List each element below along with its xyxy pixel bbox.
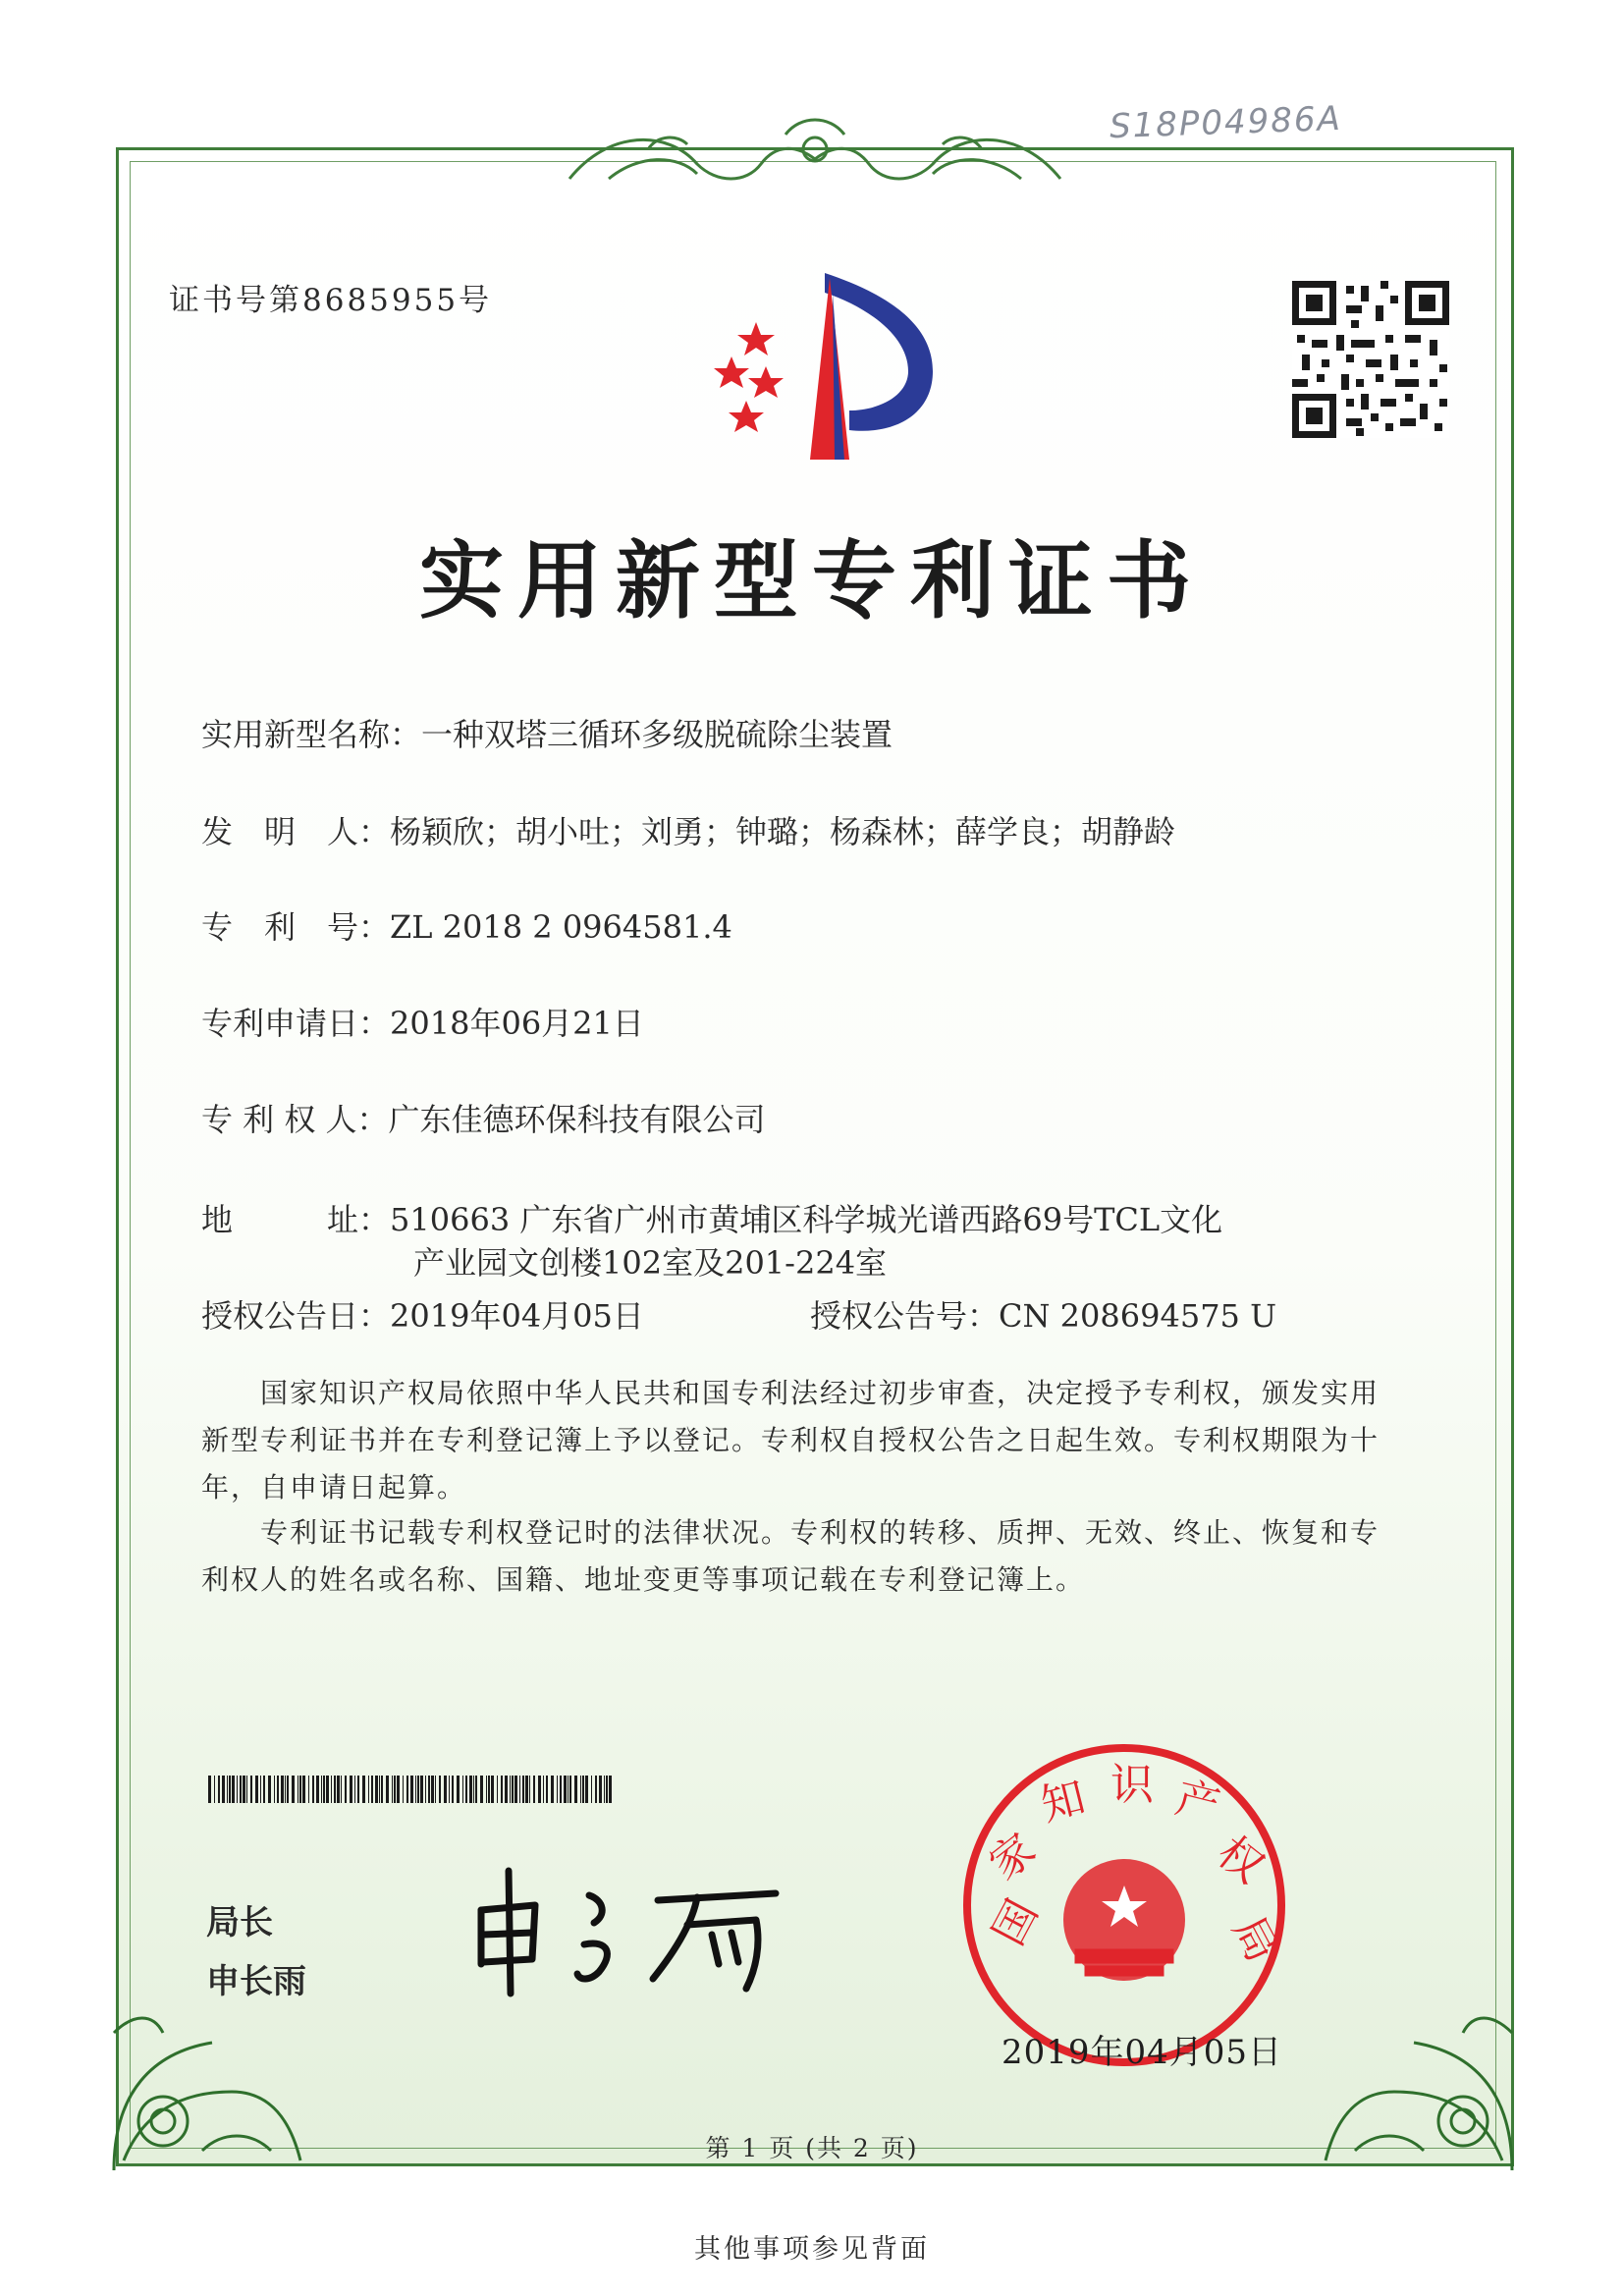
field-value: CN 208694575 U bbox=[999, 1297, 1277, 1335]
field-utility-model-name bbox=[201, 713, 893, 756]
field-label: 专 利 权 人： bbox=[201, 1101, 389, 1138]
director-title: 局长 bbox=[206, 1903, 273, 1942]
field-inventors bbox=[201, 810, 1175, 853]
field-value: 广东佳德环保科技有限公司 bbox=[388, 1101, 766, 1138]
certificate-number: 证书号第8685955号 bbox=[169, 283, 493, 318]
director-signature bbox=[461, 1856, 815, 2003]
field-label: 授权公告号： bbox=[810, 1297, 1000, 1335]
official-seal bbox=[957, 1738, 1291, 2072]
seal-text-4: 识 bbox=[1110, 1760, 1154, 1810]
paragraph-line: 利权人的姓名或名称、国籍、地址变更等事项记载在专利登记簿上。 bbox=[201, 1563, 1086, 1596]
field-label: 专利申请日： bbox=[201, 1005, 391, 1042]
field-value: ZL 2018 2 0964581.4 bbox=[390, 908, 732, 946]
field-patentee bbox=[201, 1098, 766, 1141]
field-label: 发 明 人： bbox=[201, 813, 391, 850]
statement-paragraph-2 bbox=[201, 1509, 1419, 1604]
director-name: 申长雨 bbox=[206, 1962, 306, 2001]
field-value: 2019年04月05日 bbox=[390, 1297, 644, 1335]
field-value: 一种双塔三循环多级脱硫除尘装置 bbox=[421, 716, 893, 753]
field-patent-number bbox=[201, 905, 732, 949]
field-label: 授权公告日： bbox=[201, 1297, 391, 1335]
seal-date: 2019年04月05日 bbox=[1001, 2033, 1283, 2072]
footer-note: 其他事项参见背面 bbox=[694, 2234, 930, 2265]
seal-text-3: 知 bbox=[1036, 1772, 1091, 1831]
paragraph-line: 国家知识产权局依照中华人民共和国专利法经过初步审查，决定授予专利权，颁发实用 bbox=[201, 1377, 1380, 1409]
paragraph-line: 年，自申请日起算。 bbox=[201, 1471, 467, 1503]
field-value: 杨颖欣；胡小吐；刘勇；钟璐；杨森林；薛学良；胡静龄 bbox=[390, 813, 1176, 850]
barcode bbox=[208, 1776, 617, 1803]
seal-text-6: 权 bbox=[1208, 1827, 1273, 1893]
field-label: 专 利 号： bbox=[201, 908, 391, 946]
field-grant-announcement-date bbox=[201, 1294, 644, 1338]
field-value: 510663 广东省广州市黄埔区科学城光谱西路69号TCL文化 bbox=[390, 1201, 1223, 1238]
handwritten-note: S18P04986A bbox=[1109, 98, 1343, 147]
seal-text-2: 家 bbox=[980, 1824, 1046, 1890]
field-value: 产业园文创楼102室及201-224室 bbox=[413, 1244, 888, 1282]
top-ornament bbox=[550, 110, 1080, 198]
field-address bbox=[201, 1198, 1222, 1241]
paragraph-line: 新型专利证书并在专利登记簿上予以登记。专利权自授权公告之日起生效。专利权期限为十 bbox=[201, 1424, 1380, 1456]
statement-paragraph-1 bbox=[201, 1370, 1419, 1511]
field-value: 2018年06月21日 bbox=[390, 1005, 644, 1042]
seal-text-7: 局 bbox=[1222, 1908, 1287, 1971]
qr-code bbox=[1292, 281, 1449, 438]
seal-text-1: 国 bbox=[983, 1891, 1049, 1954]
seal-text-5: 产 bbox=[1170, 1773, 1225, 1832]
certificate-title: 实用新型专利证书 bbox=[419, 531, 1205, 630]
field-application-date bbox=[201, 1002, 644, 1045]
cnipa-emblem-icon bbox=[687, 263, 943, 460]
field-address-line2 bbox=[413, 1241, 887, 1285]
field-label: 地 址： bbox=[201, 1201, 391, 1238]
field-grant-announcement-number bbox=[810, 1294, 1276, 1338]
page-count: 第 1 页 (共 2 页) bbox=[705, 2134, 919, 2162]
field-label: 实用新型名称： bbox=[201, 716, 422, 753]
paragraph-line: 专利证书记载专利权登记时的法律状况。专利权的转移、质押、无效、终止、恢复和专 bbox=[201, 1516, 1380, 1549]
